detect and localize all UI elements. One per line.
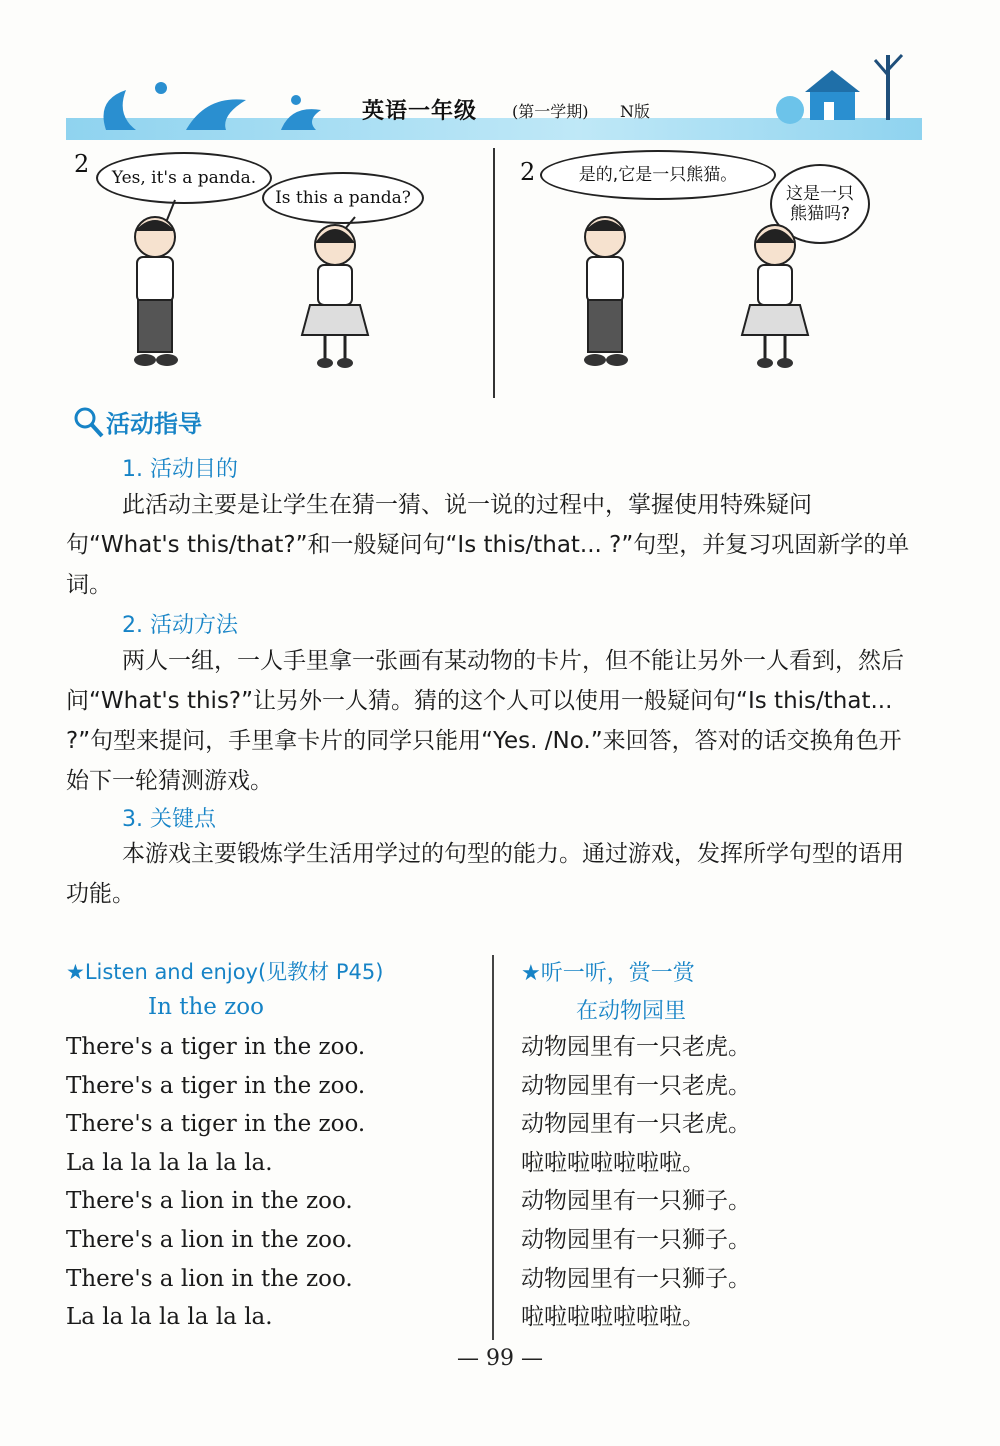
song-en-line: There's a lion in the zoo. <box>66 1265 353 1292</box>
song-zh-line: 动物园里有一只狮子。 <box>521 1265 751 1292</box>
song-zh-line: 啦啦啦啦啦啦啦。 <box>521 1149 705 1176</box>
song-zh-line: 动物园里有一只老虎。 <box>521 1034 751 1060</box>
right-panel-number: 2 <box>520 158 536 186</box>
header-title: 英语一年级 <box>362 99 478 124</box>
song-zh-line: 动物园里有一只老虎。 <box>521 1072 751 1099</box>
section-title-keypoint: 3. 关键点 <box>122 807 216 832</box>
right-children-illustration <box>560 195 840 380</box>
song-en-line: There's a tiger in the zoo. <box>66 1034 366 1060</box>
song-divider <box>492 955 494 1340</box>
section-body-keypoint: 本游戏主要锻炼学生活用学过的句型的能力。通过游戏，发挥所学句型的语用功能。 <box>66 841 904 907</box>
section-body-purpose: 此活动主要是让学生在猜一猜、说一说的过程中，掌握使用特殊疑问句“What's this/that?”和一般疑问句“Is this/that... ?”句型，并复习巩固新学的单词。 <box>66 492 910 598</box>
section-body-method: 两人一组，一人手里拿一张画有某动物的卡片，但不能让另外一人看到，然后问“What's this?”让另外一人猜。猜的这个人可以使用一般疑问句“Is this/that... ?”句型来提问，手里拿卡片的同学只能用“Yes. /No.”来回答，答对的话交换角色开始下一轮猜测游戏。 <box>66 648 904 794</box>
right-boy-speech-bubble <box>540 150 776 200</box>
song-en-line: La la la la la la la. <box>66 1149 273 1176</box>
song-zh-heading: ★听一听，赏一赏 <box>521 961 695 986</box>
section-title-purpose: 1. 活动目的 <box>122 457 238 482</box>
section-title-method: 2. 活动方法 <box>122 613 238 638</box>
left-children-illustration <box>110 195 410 380</box>
song-en-line: There's a tiger in the zoo. <box>66 1072 366 1099</box>
header-subtitle: (第一学期) <box>512 102 589 121</box>
song-en-line: There's a lion in the zoo. <box>66 1188 353 1215</box>
left-boy-speech: Yes, it's a panda. <box>111 167 257 188</box>
song-en-lines <box>66 1028 365 1337</box>
activity-guide-heading: 活动指导 <box>106 410 202 438</box>
panel-divider <box>493 148 495 398</box>
left-girl-speech: Is this a panda? <box>275 187 411 208</box>
song-zh-lines <box>521 1028 751 1337</box>
song-en-line: La la la la la la la. <box>66 1304 273 1331</box>
left-panel-number: 2 <box>74 150 90 178</box>
song-en-title: In the zoo <box>148 994 264 1020</box>
song-en-line: There's a lion in the zoo. <box>66 1226 353 1253</box>
song-zh-line: 动物园里有一只狮子。 <box>521 1226 751 1253</box>
header-decoration-left <box>66 60 366 140</box>
header-decoration-right <box>770 40 922 140</box>
song-en-line: There's a tiger in the zoo. <box>66 1111 366 1138</box>
song-en-heading: ★Listen and enjoy(见教材 P45) <box>66 960 384 984</box>
right-girl-speech: 这是一只熊猫吗? <box>786 183 854 224</box>
header-edition: N版 <box>620 102 651 121</box>
magnifier-icon <box>72 404 106 440</box>
song-zh-line: 动物园里有一只老虎。 <box>521 1111 751 1138</box>
right-boy-speech: 是的,它是一只熊猫。 <box>578 164 738 185</box>
song-zh-line: 啦啦啦啦啦啦啦。 <box>521 1304 705 1331</box>
song-zh-title: 在动物园里 <box>576 999 687 1024</box>
page-number: — 99 — <box>457 1346 543 1371</box>
song-zh-line: 动物园里有一只狮子。 <box>521 1188 751 1215</box>
